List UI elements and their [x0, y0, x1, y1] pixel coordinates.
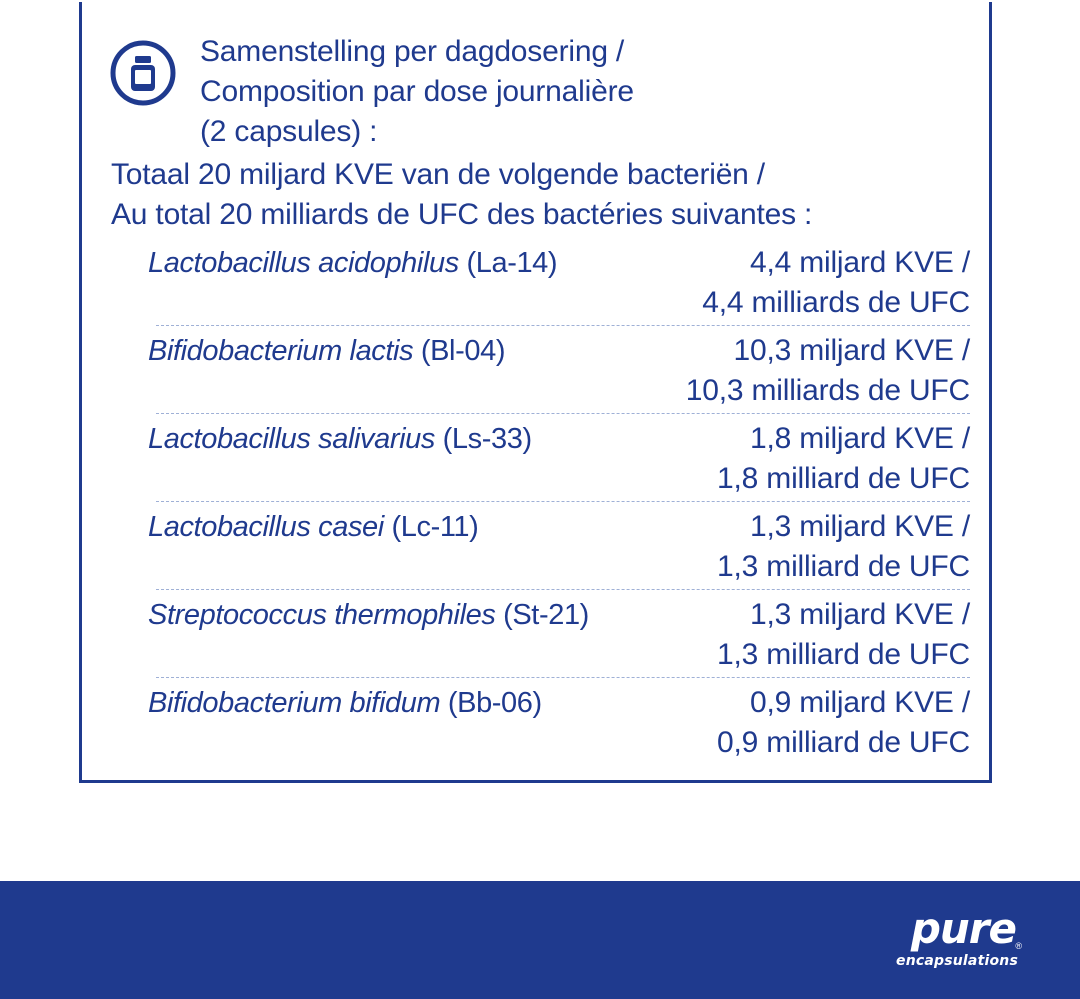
amount-dutch: 4,4 miljard KVE / — [749, 246, 970, 279]
row-divider — [156, 413, 970, 414]
logo-subtitle: encapsulations — [896, 953, 1018, 969]
heading-line-french: Composition par dose journalière — [200, 75, 634, 108]
species-name: Lactobacillus casei — [148, 511, 384, 543]
species-name: Bifidobacterium bifidum — [148, 687, 441, 719]
heading-line-dose: (2 capsules) : — [200, 115, 378, 148]
brand-footer — [0, 881, 1080, 999]
amount-french: 0,9 milliard de UFC — [717, 726, 970, 759]
amount-french: 10,3 milliards de UFC — [685, 374, 970, 407]
bacteria-row — [148, 683, 970, 771]
bacteria-row — [148, 243, 970, 331]
bacteria-amount — [702, 243, 970, 323]
supplement-bottle-icon — [109, 39, 177, 107]
bacteria-species — [148, 595, 589, 635]
bacteria-row — [148, 331, 970, 419]
registered-mark: ® — [1015, 941, 1022, 951]
bacteria-species — [148, 419, 532, 459]
row-divider — [156, 589, 970, 590]
strain-code: (La-14) — [458, 247, 558, 279]
bacteria-row — [148, 419, 970, 507]
amount-french: 1,3 milliard de UFC — [717, 638, 970, 671]
bacteria-species — [148, 243, 557, 283]
amount-french: 1,3 milliard de UFC — [717, 550, 970, 583]
row-divider — [156, 325, 970, 326]
species-name: Bifidobacterium lactis — [148, 335, 414, 367]
strain-code: (Bl-04) — [413, 335, 506, 367]
amount-dutch: 10,3 miljard KVE / — [733, 334, 970, 367]
composition-heading — [200, 32, 634, 152]
bacteria-species — [148, 683, 542, 723]
total-line-french: Au total 20 milliards de UFC des bactéries suivantes : — [111, 198, 813, 231]
bacteria-amount — [717, 507, 970, 587]
row-divider — [156, 677, 970, 678]
strain-code: (Ls-33) — [435, 423, 532, 455]
species-name: Streptococcus thermophiles — [148, 599, 496, 631]
bacteria-list — [148, 243, 970, 771]
bacteria-amount — [717, 419, 970, 499]
strain-code: (St-21) — [495, 599, 589, 631]
bacteria-amount — [717, 683, 970, 763]
amount-french: 1,8 milliard de UFC — [717, 462, 970, 495]
amount-french: 4,4 milliards de UFC — [702, 286, 970, 319]
total-statement — [111, 155, 812, 235]
bacteria-species — [148, 331, 505, 371]
bacteria-row — [148, 595, 970, 683]
bacteria-amount — [717, 595, 970, 675]
amount-dutch: 1,3 miljard KVE / — [749, 510, 970, 543]
species-name: Lactobacillus salivarius — [148, 423, 435, 455]
amount-dutch: 1,8 miljard KVE / — [749, 422, 970, 455]
strain-code: (Bb-06) — [440, 687, 542, 719]
row-divider — [156, 501, 970, 502]
bacteria-row — [148, 507, 970, 595]
bacteria-amount — [686, 331, 970, 411]
heading-line-dutch: Samenstelling per dagdosering / — [200, 35, 625, 68]
species-name: Lactobacillus acidophilus — [148, 247, 459, 279]
amount-dutch: 1,3 miljard KVE / — [749, 598, 970, 631]
amount-dutch: 0,9 miljard KVE / — [749, 686, 970, 719]
bacteria-species — [148, 507, 478, 547]
pure-encapsulations-logo — [840, 904, 1022, 977]
strain-code: (Lc-11) — [383, 511, 479, 543]
logo-wordmark: pure — [910, 904, 1016, 953]
total-line-dutch: Totaal 20 miljard KVE van de volgende bacteriën / — [111, 158, 765, 191]
